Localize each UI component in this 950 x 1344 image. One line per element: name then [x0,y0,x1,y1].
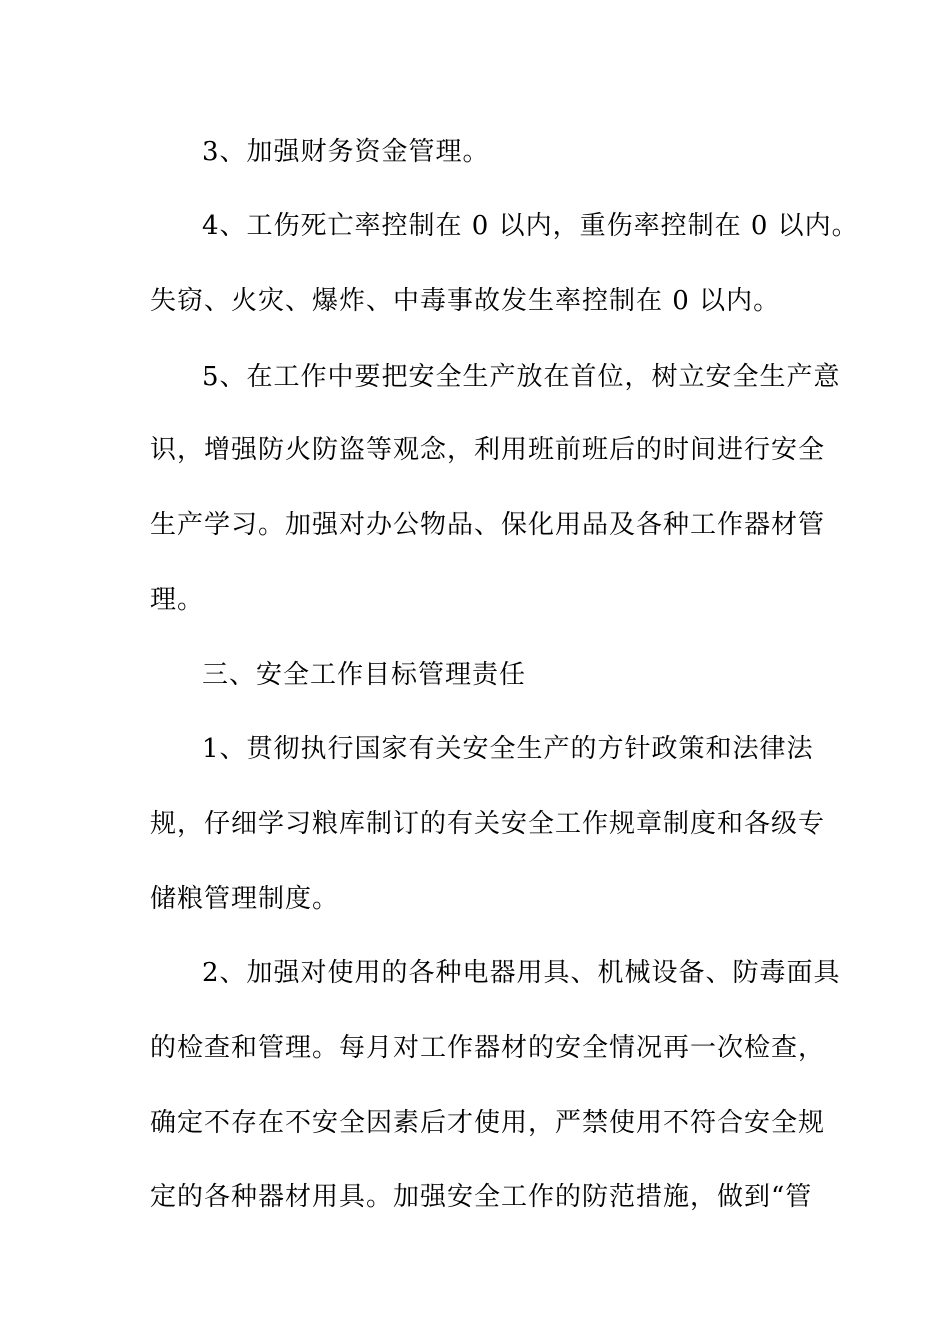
text-line-item-5-cont-1: 识，增强防火防盗等观念，利用班前班后的时间进行安全 [150,435,826,465]
text-line-item-3: 3、加强财务资金管理。 [202,137,490,167]
text-line-resp-2-cont-1: 的检查和管理。每月对工作器材的安全情况再一次检查， [150,1033,826,1063]
text-line-resp-1: 1、贯彻执行国家有关安全生产的方针政策和法律法 [202,734,814,764]
text-line-resp-2: 2、加强对使用的各种电器用具、机械设备、防毒面具 [202,958,841,988]
text-line-resp-1-cont-1: 规，仔细学习粮库制订的有关安全工作规章制度和各级专 [150,809,826,839]
text-line-item-5-cont-2: 生产学习。加强对办公物品、保化用品及各种工作器材管 [150,510,826,540]
text-line-item-4-cont: 失窃、火灾、爆炸、中毒事故发生率控制在 0 以内。 [150,286,781,316]
text-line-resp-2-cont-3: 定的各种器材用具。加强安全工作的防范措施，做到“管 [150,1182,813,1212]
text-line-resp-2-cont-2: 确定不存在不安全因素后才使用，严禁使用不符合安全规 [150,1108,826,1138]
text-line-resp-1-cont-2: 储粮管理制度。 [150,884,340,914]
text-line-item-5-cont-3: 理。 [150,585,205,615]
section-heading-3: 三、安全工作目标管理责任 [202,660,527,690]
text-line-item-5: 5、在工作中要把安全生产放在首位，树立安全生产意 [202,362,841,392]
text-line-item-4: 4、工伤死亡率控制在 0 以内，重伤率控制在 0 以内。 [202,211,859,241]
